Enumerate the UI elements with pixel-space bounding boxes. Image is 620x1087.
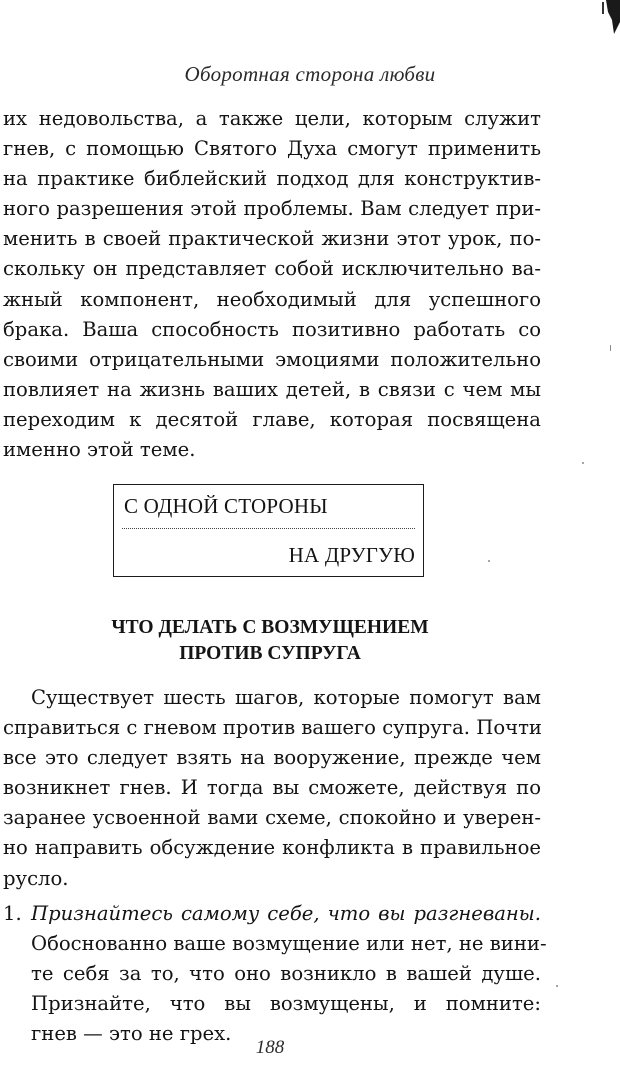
text-line: жный компонент, необходимый для успешного bbox=[3, 287, 541, 311]
list-item-title: Признайтесь самому себе, что вы разгневаны. bbox=[31, 902, 541, 925]
text-line: Обоснованно ваше возмущение или нет, не вини- bbox=[31, 932, 547, 956]
text-line: повлияет на жизнь ваших детей, в связи с чем мы bbox=[3, 377, 541, 401]
text-line: русло. bbox=[3, 866, 69, 890]
scan-speck bbox=[556, 985, 558, 987]
text-line: Признайте, что вы возмущены, и помните: bbox=[31, 992, 541, 1016]
text-line: скольку он представляет собой исключительно ва- bbox=[3, 257, 541, 281]
section-heading-line: ЧТО ДЕЛАТЬ С ВОЗМУЩЕНИЕМ bbox=[111, 617, 429, 638]
side-box bbox=[113, 484, 424, 577]
scan-speck bbox=[488, 560, 490, 562]
side-box-top-label: С ОДНОЙ СТОРОНЫ bbox=[124, 494, 328, 518]
text-line: те себя за то, что оно возникло в вашей душе. bbox=[31, 962, 541, 986]
text-line: гнев — это не грех. bbox=[31, 1022, 232, 1046]
text-line: заранее усвоенной вами схеме, спокойно и уверен- bbox=[3, 806, 541, 830]
page-number: 188 bbox=[255, 1037, 285, 1058]
section-heading-line: ПРОТИВ СУПРУГА bbox=[179, 643, 361, 664]
text-line: именно этой теме. bbox=[3, 438, 196, 462]
paragraph-1 bbox=[3, 104, 541, 465]
text-line: переходим к десятой главе, которая посвящена bbox=[3, 407, 541, 431]
list-number: 1. bbox=[3, 902, 22, 925]
text-line: на практике библейский подход для конструктив- bbox=[3, 167, 541, 191]
text-line: своими отрицательными эмоциями положительно bbox=[3, 347, 541, 371]
dotted-divider bbox=[122, 528, 415, 529]
text-line: их недовольства, а также цели, которым служит bbox=[3, 107, 541, 130]
scan-edge-mark bbox=[600, 0, 620, 34]
paragraph-2 bbox=[3, 683, 541, 894]
text-line: Существует шесть шагов, которые помогут вам bbox=[31, 686, 541, 709]
list-item bbox=[31, 899, 547, 1049]
section-heading bbox=[0, 615, 540, 667]
text-line: менить в своей практической жизни этот урок, по- bbox=[3, 227, 541, 251]
scan-speck bbox=[582, 462, 584, 464]
running-title: Оборотная сторона любви bbox=[184, 62, 436, 86]
text-line: все это следует взять на вооружение, прежде чем bbox=[3, 746, 541, 770]
text-line: гнев, с помощью Святого Духа смогут применить bbox=[3, 137, 541, 161]
text-line: но направить обсуждение конфликта в правильное bbox=[3, 836, 541, 860]
text-line: справиться с гневом против вашего супруга. Почти bbox=[3, 716, 542, 740]
text-line: ного разрешения этой проблемы. Вам следует при- bbox=[3, 197, 541, 221]
text-line: брака. Ваша способность позитивно работать со bbox=[3, 317, 541, 341]
text-line: возникнет гнев. И тогда вы сможете, действуя по bbox=[3, 776, 541, 800]
scan-speck bbox=[610, 345, 611, 351]
side-box-bottom-label: НА ДРУГУЮ bbox=[288, 543, 415, 567]
